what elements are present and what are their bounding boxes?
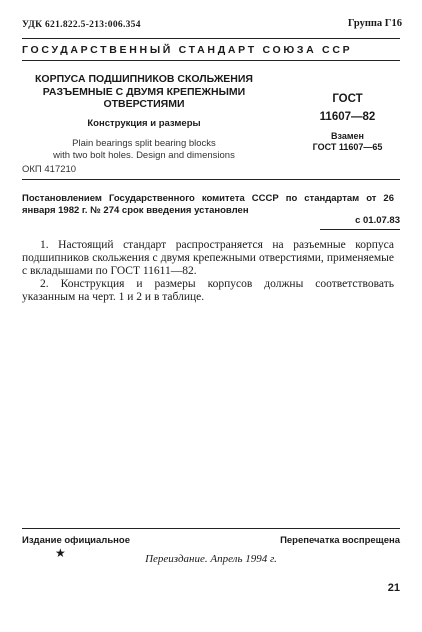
title-line-3: ОТВЕРСТИЯМИ [103, 98, 185, 110]
footer-rule [22, 528, 400, 529]
decree-date-rule [320, 229, 400, 230]
gost-label: ГОСТ [332, 93, 363, 105]
title-line-1: КОРПУСА ПОДШИПНИКОВ СКОЛЬЖЕНИЯ [35, 73, 253, 85]
decree-text: Постановлением Государственного комитета СССР по стандартам от 26 января 1982 г. № 274 срок введения установлен [22, 193, 394, 216]
top-rule [22, 38, 400, 39]
title-line-2: РАЗЪЕМНЫЕ С ДВУМЯ КРЕПЕЖНЫМИ [42, 85, 246, 98]
okp-rule [22, 179, 400, 180]
udk-code: УДК 621.822.5-213:006.354 [22, 20, 141, 30]
document-title [28, 73, 260, 111]
banner-rule [22, 60, 400, 61]
paragraph-1: 1. Настоящий стандарт распространяется на разъемные корпуса подшипников скольжения с двумя крепежными отверстиями, применяемые с вкладышами по ГОСТ 11611—82. [22, 239, 394, 277]
instead-label: Взамен [331, 131, 364, 141]
body-text [22, 239, 394, 304]
decree-date: с 01.07.83 [355, 215, 400, 226]
star-icon: ★ [55, 546, 66, 560]
paragraph-2: 2. Конструкция и размеры корпусов должны соответствовать указанным на черт. 1 и 2 и в таблице. [22, 278, 394, 303]
group-code: Группа Г16 [347, 18, 402, 29]
document-subtitle: Конструкция и размеры [87, 118, 201, 129]
standard-banner: ГОСУДАРСТВЕННЫЙ СТАНДАРТ СОЮЗА ССР [22, 44, 353, 56]
english-title-line-2: with two bolt holes. Design and dimensions [53, 149, 235, 161]
page-number: 21 [387, 582, 400, 594]
english-title-line-1: Plain bearings split bearing blocks [72, 138, 216, 149]
reprint-ban-label: Перепечатка воспрещена [280, 535, 400, 546]
reissue-note: Переиздание. Апрель 1994 г. [145, 553, 277, 565]
english-title [28, 138, 260, 161]
replaced-gost: ГОСТ 11607—65 [312, 142, 383, 152]
gost-number: 11607—82 [319, 111, 376, 123]
official-edition-label: Издание официальное [22, 535, 130, 546]
okp-code: ОКП 417210 [22, 164, 77, 175]
